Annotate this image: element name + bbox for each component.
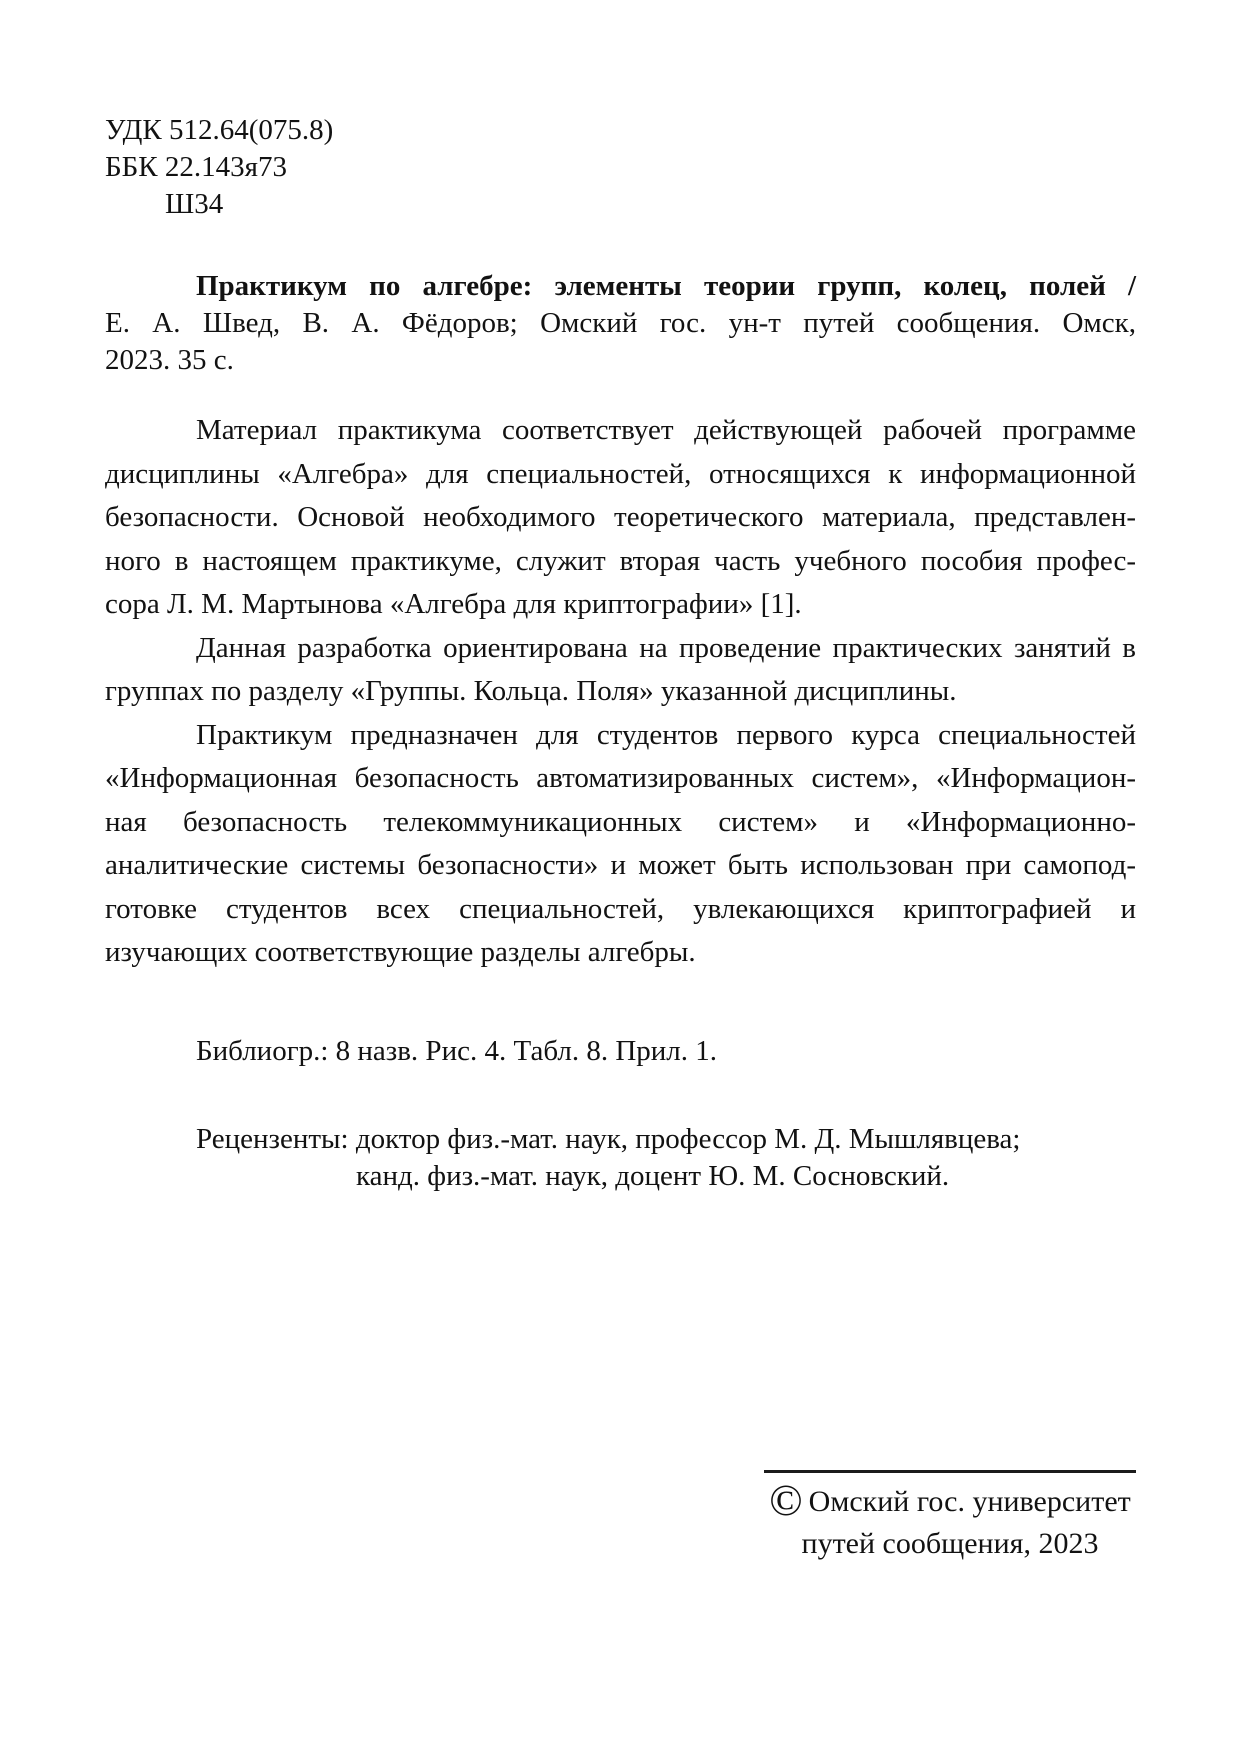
copyright-line-1 [764,1475,1136,1525]
annotation [105,409,1136,975]
text-line: Материал практикума соответствует действующей рабочей программе [196,414,1136,446]
copyright-block [764,1470,1136,1565]
annotation-paragraph-1 [105,409,1136,627]
text-line: Практикум предназначен для студентов первого курса специальностей [196,718,1136,751]
text-line: дисциплины «Алгебра» для специальностей, относящихся к информационной [105,457,1136,490]
text-line: Данная разработка ориентирована на проведение практических занятий в [196,631,1136,664]
copyright-icon: © [769,1475,803,1525]
bibliographic-title [105,268,1136,379]
reviewer-line-1: Рецензенты: доктор физ.-мат. наук, профессор М. Д. Мышлявцева; [196,1122,1021,1155]
text-line: безопасности. Основой необходимого теоретического материала, представлен- [105,501,1136,533]
bbk-code: ББК 22.143я73 [105,151,287,183]
text-line: аналитические системы безопасности» и может быть использован при самопод- [105,849,1136,881]
author-mark: Ш34 [165,188,224,220]
copyright-holder: Омский гос. университет [808,1484,1131,1518]
text-line: изучающих соответствующие разделы алгебры. [105,936,696,968]
udc-code: УДК 512.64(075.8) [105,114,334,146]
reviewer-line-2: канд. физ.-мат. наук, доцент Ю. М. Сосновский. [356,1159,950,1192]
text-line: ная безопасность телекоммуникационных систем» и «Информационно- [105,805,1136,838]
text-line: Практикум по алгебре: элементы теории групп, колец, полей / [196,270,1136,302]
classification-codes [105,112,1136,223]
bibliography-note: Библиогр.: 8 назв. Рис. 4. Табл. 8. Прил. 1. [196,1034,718,1067]
text-line: Е. А. Швед, В. А. Фёдоров; Омский гос. ун-т путей сообщения. Омск, [105,307,1136,339]
text-line: «Информационная безопасность автоматизированных систем», «Информацион- [105,762,1136,794]
text-line: готовке студентов всех специальностей, увлекающихся криптографией и [105,892,1136,925]
reviewers [105,1121,1136,1195]
text-line: ного в настоящем практикуме, служит вторая часть учебного пособия профес- [105,544,1136,577]
annotation-paragraph-3 [105,714,1136,975]
text-line: 2023. 35 с. [105,344,234,376]
copyright-line-2: путей сообщения, 2023 [801,1526,1099,1560]
text-line: группах по разделу «Группы. Кольца. Поля» указанной дисциплины. [105,675,957,707]
text-line: сора Л. М. Мартынова «Алгебра для криптографии» [1]. [105,588,802,620]
annotation-paragraph-2 [105,627,1136,714]
